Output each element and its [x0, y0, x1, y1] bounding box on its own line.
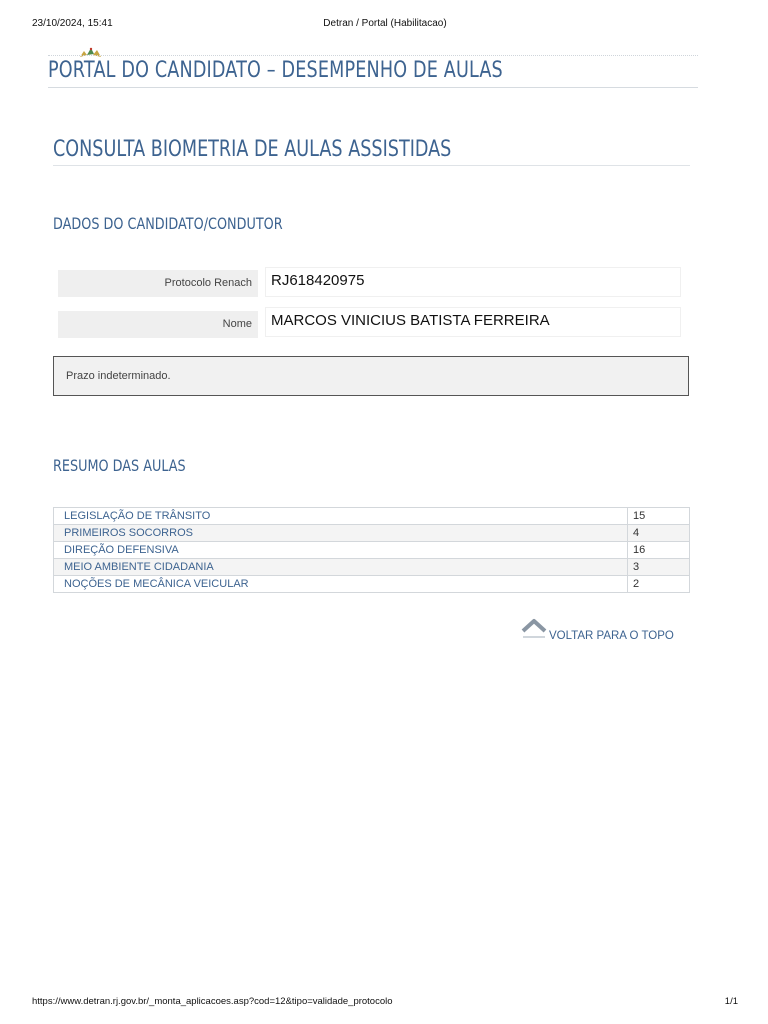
portal-divider	[48, 87, 698, 88]
lesson-count: 16	[628, 542, 690, 559]
logo-icon	[78, 46, 102, 58]
print-page-title: Detran / Portal (Habilitacao)	[323, 18, 447, 29]
section-divider	[53, 165, 690, 166]
lesson-count: 4	[628, 525, 690, 542]
print-datetime: 23/10/2024, 15:41	[32, 18, 113, 29]
lesson-count: 2	[628, 576, 690, 593]
chevron-up-icon	[520, 617, 548, 639]
deadline-notice	[53, 356, 689, 396]
summary-heading: RESUMO DAS AULAS	[53, 456, 186, 475]
lesson-count: 15	[628, 508, 690, 525]
nome-label: Nome	[58, 311, 258, 338]
lesson-subject: PRIMEIROS SOCORROS	[54, 525, 628, 542]
candidate-heading: DADOS DO CANDIDATO/CONDUTOR	[53, 214, 283, 233]
protocolo-renach-value: RJ618420975	[265, 267, 681, 297]
back-to-top-link[interactable]	[520, 617, 690, 645]
lesson-subject: DIREÇÃO DEFENSIVA	[54, 542, 628, 559]
lessons-summary-table	[53, 507, 690, 593]
print-header	[32, 18, 738, 32]
print-page-number: 1/1	[724, 996, 738, 1007]
table-row	[54, 542, 690, 559]
lesson-subject: NOÇÕES DE MECÂNICA VEICULAR	[54, 576, 628, 593]
table-row	[54, 576, 690, 593]
section-title: CONSULTA BIOMETRIA DE AULAS ASSISTIDAS	[53, 137, 452, 162]
table-row	[54, 508, 690, 525]
portal-title: PORTAL DO CANDIDATO – DESEMPENHO DE AULAS	[48, 58, 503, 83]
nome-value: MARCOS VINICIUS BATISTA FERREIRA	[265, 307, 681, 337]
back-to-top-label: VOLTAR PARA O TOPO	[549, 630, 674, 642]
protocolo-renach-label: Protocolo Renach	[58, 270, 258, 297]
print-url: https://www.detran.rj.gov.br/_monta_aplicacoes.asp?cod=12&tipo=validade_protocolo	[32, 996, 393, 1007]
table-row	[54, 559, 690, 576]
deadline-notice-text: Prazo indeterminado.	[66, 370, 171, 382]
print-footer	[32, 996, 738, 1010]
lesson-count: 3	[628, 559, 690, 576]
table-row	[54, 525, 690, 542]
portal-top-divider	[48, 55, 698, 56]
lesson-subject: LEGISLAÇÃO DE TRÂNSITO	[54, 508, 628, 525]
lesson-subject: MEIO AMBIENTE CIDADANIA	[54, 559, 628, 576]
